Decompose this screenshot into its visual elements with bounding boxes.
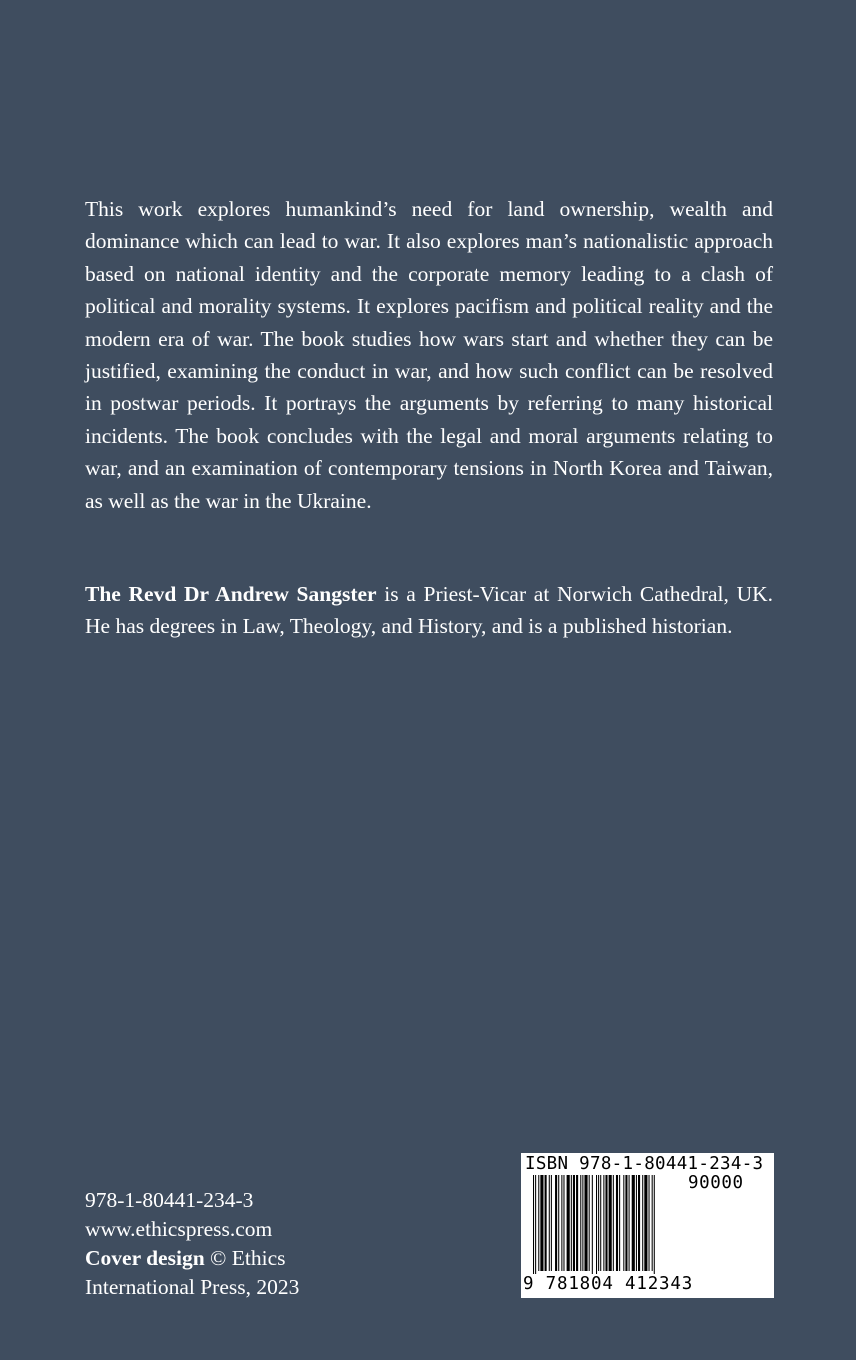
barcode-bar [629, 1175, 630, 1271]
barcode-bar [576, 1175, 578, 1271]
barcode-bar [592, 1175, 593, 1279]
barcode-price-code: 90000 [688, 1173, 744, 1193]
barcode-bar [533, 1175, 534, 1279]
barcode-bar [589, 1175, 590, 1271]
cover-design-label: Cover design [85, 1246, 205, 1270]
barcode-bar [571, 1175, 572, 1271]
cover-credit [85, 1244, 385, 1273]
barcode-bar [540, 1175, 543, 1271]
isbn-text: 978-1-80441-234-3 [85, 1188, 254, 1212]
cover-credit-line1: © Ethics [204, 1246, 286, 1270]
author-bio [85, 578, 773, 643]
barcode-bar [598, 1175, 599, 1271]
author-name: The Revd Dr Andrew Sangster [85, 582, 377, 606]
publisher-website: www.ethicspress.com [85, 1217, 273, 1241]
barcode-bar [619, 1175, 620, 1271]
barcode-bar [584, 1175, 587, 1271]
barcode-isbn-label: ISBN 978-1-80441-234-3 [525, 1154, 764, 1174]
barcode-bar [558, 1175, 559, 1271]
barcode-bar [654, 1175, 655, 1279]
barcode-bar [567, 1175, 570, 1271]
imprint-block [85, 1186, 385, 1302]
barcode-bar [573, 1175, 575, 1271]
barcode-bar [563, 1175, 564, 1271]
barcode-bar [616, 1175, 618, 1271]
barcode-bar [642, 1175, 643, 1271]
barcode-bar [582, 1175, 583, 1271]
barcode-bar [623, 1175, 624, 1271]
barcode-digits: 9 781804 412343 [523, 1274, 694, 1294]
barcode-bar [561, 1175, 562, 1271]
barcode-bar [625, 1175, 627, 1271]
barcode-bar [603, 1175, 604, 1271]
barcode-bar [632, 1175, 635, 1271]
barcode-bar [600, 1175, 601, 1271]
author-bio-text: is a Priest-Vicar at Norwich Cathedral, UK. He has degrees in Law, Theology, and History, and is a published historian. [85, 582, 774, 639]
cover-credit-line2: International Press, 2023 [85, 1275, 300, 1299]
barcode-bar [535, 1175, 536, 1279]
barcode-bar [551, 1175, 552, 1271]
barcode-bar [613, 1175, 614, 1271]
barcode-bar [596, 1175, 597, 1279]
back-cover-blurb: This work explores humankind’s need for land ownership, wealth and dominance which can lead to war. It also explores man’s nationalistic approach based on national identity and the corporate memory leading to a clash of political and morality systems. It explores pacifism and political reality and the modern era of war. The book studies how wars start and whether they can be justified, examining the conduct in war, and how such conflict can be resolved in postwar periods. It portrays the arguments by referring to many historical incidents. The book concludes with the legal and moral arguments relating to war, and an examination of contemporary tensions in North Korea and Taiwan, as well as the war in the Ukraine. [85, 197, 773, 513]
barcode-bar [580, 1175, 581, 1271]
barcode-bar [636, 1175, 637, 1271]
isbn-barcode [521, 1153, 774, 1298]
barcode-bar [609, 1175, 612, 1271]
barcode-bar [549, 1175, 550, 1271]
barcode-bar [538, 1175, 539, 1271]
barcode-bar [649, 1175, 650, 1271]
barcode-bar [652, 1175, 653, 1271]
barcode-bar [605, 1175, 607, 1271]
barcode-bar [555, 1175, 557, 1271]
barcode-bar [545, 1175, 547, 1271]
barcode-bars [533, 1175, 683, 1279]
barcode-bar [638, 1175, 640, 1271]
barcode-bar [644, 1175, 647, 1271]
